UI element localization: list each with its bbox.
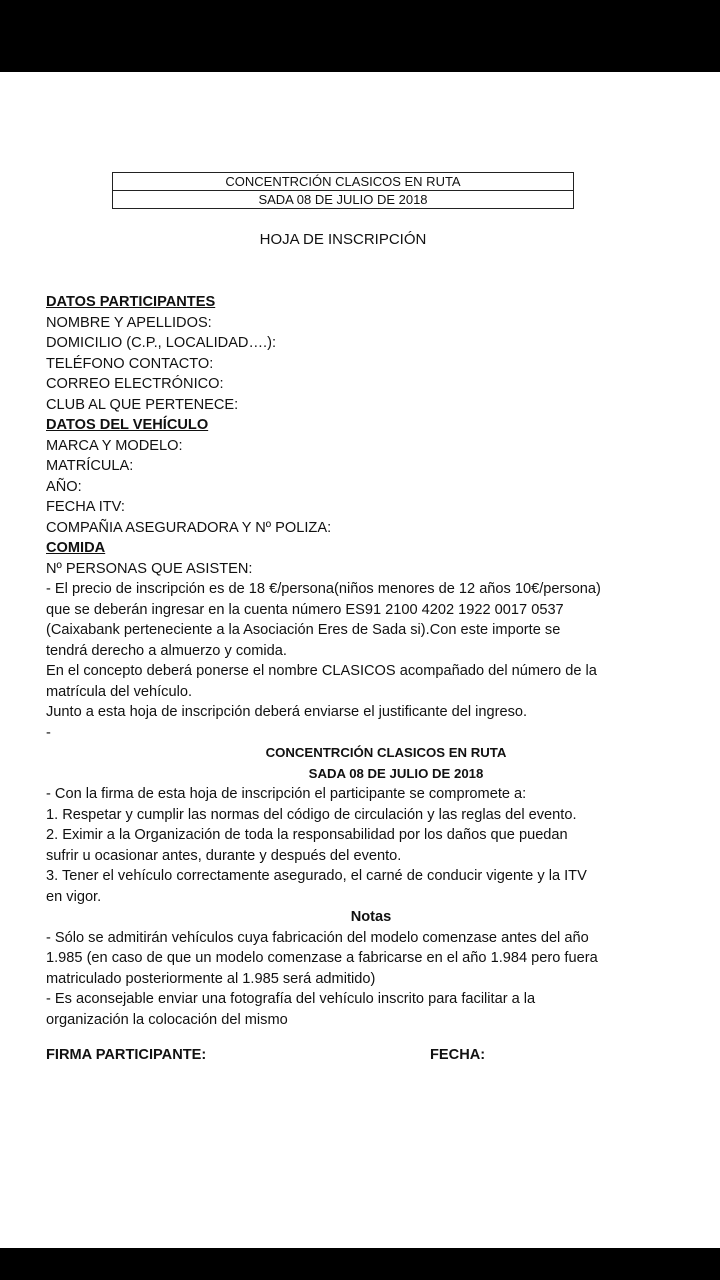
field-label: CORREO ELECTRÓNICO: — [46, 376, 224, 392]
section-heading-vehiculo: DATOS DEL VEHÍCULO — [46, 417, 209, 433]
paragraph-line: en vigor. — [46, 888, 102, 905]
paragraph-line: organización la colocación del mismo — [46, 1011, 288, 1028]
paragraph-line: que se deberán ingresar en la cuenta número ES91 2100 4202 1922 0017 0537 — [46, 601, 564, 618]
paragraph-line: sufrir u ocasionar antes, durante y después del evento. — [46, 847, 402, 864]
paragraph-line: tendrá derecho a almuerzo y comida. — [46, 642, 287, 659]
paragraph-line: - Sólo se admitirán vehículos cuya fabricación del modelo comenzase antes del año — [46, 929, 589, 946]
paragraph-line: (Caixabank perteneciente a la Asociación Eres de Sada si).Con este importe se — [46, 622, 561, 638]
section-heading-participantes: DATOS PARTICIPANTES — [46, 294, 216, 310]
paragraph-line: 1. Respetar y cumplir las normas del código de circulación y las reglas del evento. — [46, 806, 577, 823]
section-heading-comida: COMIDA — [46, 540, 106, 556]
paragraph-line: 3. Tener el vehículo correctamente asegurado, el carné de conducir vigente y la ITV — [46, 868, 587, 884]
field-label: TELÉFONO CONTACTO: — [46, 355, 214, 372]
field-label: DOMICILIO (C.P., LOCALIDAD….): — [46, 335, 277, 351]
event-title: CONCENTRCIÓN CLASICOS EN RUTA — [225, 174, 461, 189]
event-header-box — [112, 172, 574, 209]
paragraph-line: matriculado posteriormente al 1.985 será admitido) — [46, 970, 376, 987]
field-label: FECHA ITV: — [46, 499, 125, 515]
field-label: CLUB AL QUE PERTENECE: — [46, 396, 239, 413]
event-date: SADA 08 DE JULIO DE 2018 — [113, 190, 573, 208]
field-label: MARCA Y MODELO: — [46, 437, 183, 454]
paragraph-line: - — [46, 724, 51, 741]
fecha-label: FECHA: — [430, 1047, 486, 1063]
compromiso-title: CONCENTRCIÓN CLASICOS EN RUTA — [265, 745, 507, 760]
document-page — [0, 72, 720, 1248]
field-label: COMPAÑIA ASEGURADORA Y Nº POLIZA: — [46, 519, 332, 536]
notas-heading: Notas — [350, 909, 392, 925]
paragraph-line: 1.985 (en caso de que un modelo comenzase a fabricarse en el año 1.984 pero fuera — [46, 950, 598, 966]
firma-label: FIRMA PARTICIPANTE: — [46, 1047, 207, 1063]
field-label: MATRÍCULA: — [46, 458, 134, 474]
paragraph-line: Junto a esta hoja de inscripción deberá enviarse el justificante del ingreso. — [46, 704, 528, 720]
field-label: AÑO: — [46, 478, 82, 495]
paragraph-line: 2. Eximir a la Organización de toda la responsabilidad por los daños que puedan — [46, 827, 568, 843]
paragraph-line: - Es aconsejable enviar una fotografía del vehículo inscrito para facilitar a la — [46, 991, 536, 1007]
form-title: HOJA DE INSCRIPCIÓN — [259, 231, 427, 248]
paragraph-line: En el concepto deberá ponerse el nombre CLASICOS acompañado del número de la — [46, 663, 597, 679]
field-label: Nº PERSONAS QUE ASISTEN: — [46, 560, 253, 577]
paragraph-line: - El precio de inscripción es de 18 €/persona(niños menores de 12 años 10€/persona) — [46, 581, 601, 597]
field-label: NOMBRE Y APELLIDOS: — [46, 314, 212, 331]
paragraph-line: matrícula del vehículo. — [46, 683, 193, 700]
paragraph-line: - Con la firma de esta hoja de inscripción el participante se compromete a: — [46, 786, 527, 802]
compromiso-date: SADA 08 DE JULIO DE 2018 — [308, 765, 484, 781]
form-body — [46, 292, 686, 1030]
